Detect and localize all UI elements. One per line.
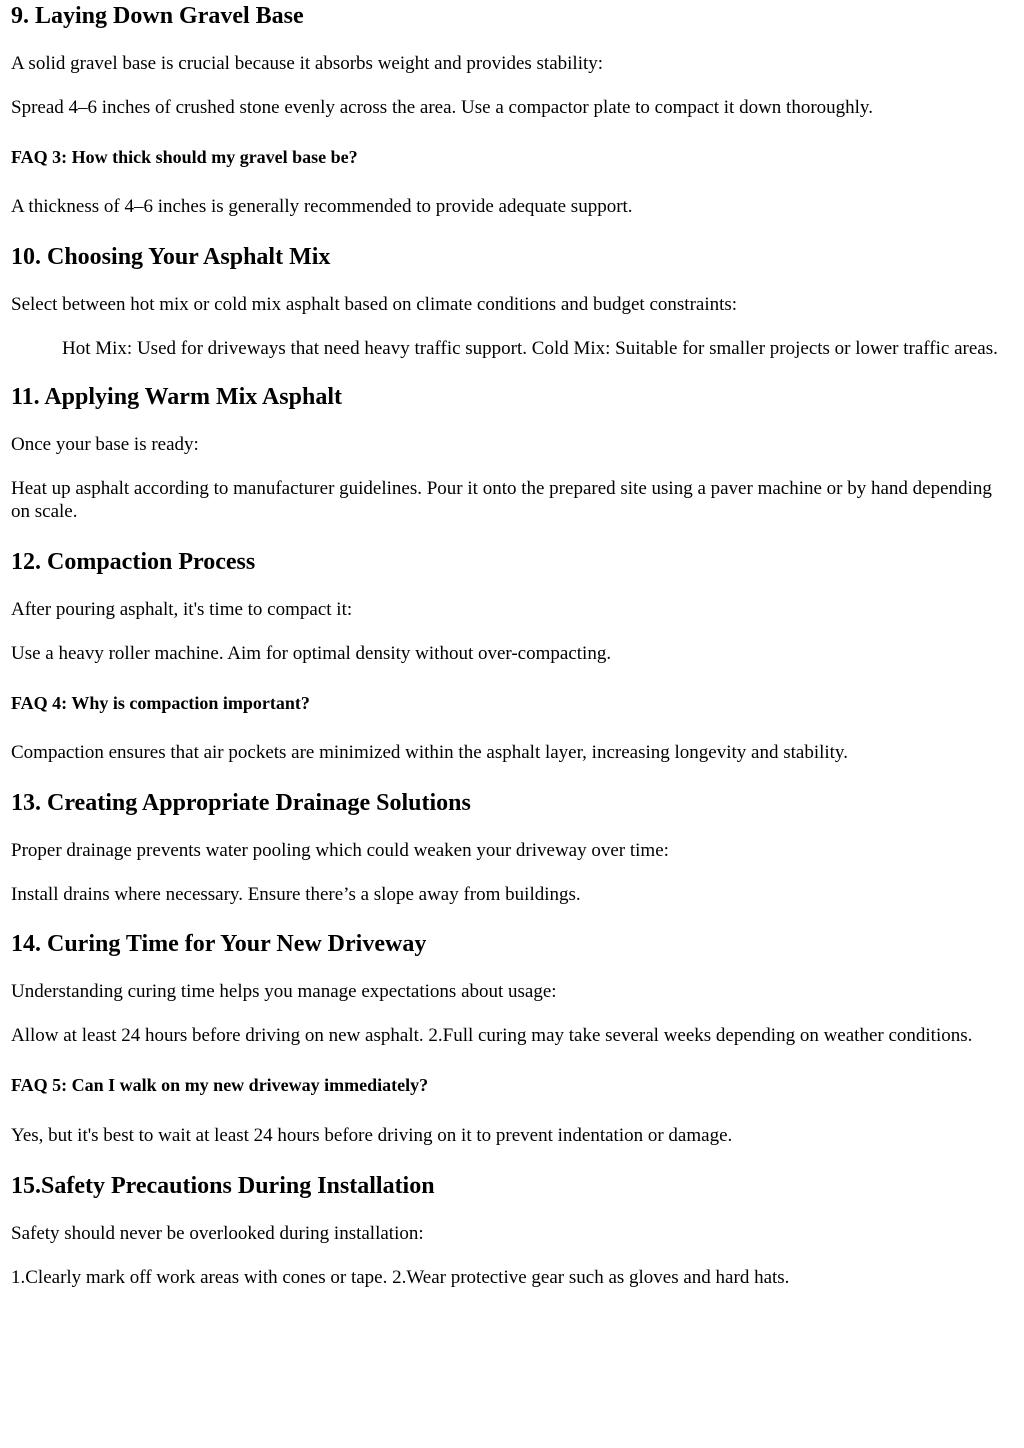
section-12-heading: 12. Compaction Process (11, 549, 256, 575)
section-14-heading: 14. Curing Time for Your New Driveway (11, 931, 427, 957)
section-13-steps: Install drains where necessary. Ensure there’s a slope away from buildings. (11, 884, 581, 905)
section-12-steps: Use a heavy roller machine. Aim for optimal density without over-compacting. (11, 643, 612, 664)
section-9-intro: A solid gravel base is crucial because it absorbs weight and provides stability: (11, 53, 604, 74)
article-body (0, 2, 1024, 1289)
section-9-steps: Spread 4–6 inches of crushed stone evenly across the area. Use a compactor plate to compact it down thoroughly. (11, 97, 873, 118)
section-13-heading: 13. Creating Appropriate Drainage Solutions (11, 790, 471, 816)
faq-5-answer: Yes, but it's best to wait at least 24 hours before driving on it to prevent indentation or damage. (11, 1125, 733, 1146)
asphalt-mix-options: Hot Mix: Used for driveways that need heavy traffic support. Cold Mix: Suitable for smaller projects or lower traffic areas. (62, 338, 998, 359)
faq-3-question: FAQ 3: How thick should my gravel base be? (11, 147, 358, 167)
section-10-intro: Select between hot mix or cold mix asphalt based on climate conditions and budget constraints: (11, 294, 738, 315)
faq-3-answer: A thickness of 4–6 inches is generally recommended to provide adequate support. (11, 196, 633, 217)
section-12-intro: After pouring asphalt, it's time to compact it: (11, 599, 353, 620)
section-15-steps: 1.Clearly mark off work areas with cones or tape. 2.Wear protective gear such as gloves and hard hats. (11, 1267, 790, 1288)
faq-4-question: FAQ 4: Why is compaction important? (11, 693, 310, 713)
section-11-steps: Heat up asphalt according to manufacturer guidelines. Pour it onto the prepared site using a paver machine or by hand depending on scale. (11, 478, 992, 522)
section-15-intro: Safety should never be overlooked during installation: (11, 1223, 424, 1244)
section-11-intro: Once your base is ready: (11, 434, 199, 455)
section-13-intro: Proper drainage prevents water pooling which could weaken your driveway over time: (11, 840, 669, 861)
section-11-heading: 11. Applying Warm Mix Asphalt (11, 384, 342, 410)
section-9-heading: 9. Laying Down Gravel Base (11, 3, 304, 29)
section-14-intro: Understanding curing time helps you manage expectations about usage: (11, 981, 557, 1002)
faq-5-question: FAQ 5: Can I walk on my new driveway immediately? (11, 1075, 429, 1095)
section-14-steps: Allow at least 24 hours before driving on new asphalt. 2.Full curing may take several weeks depending on weather conditions. (11, 1025, 973, 1046)
section-10-heading: 10. Choosing Your Asphalt Mix (11, 244, 331, 270)
section-15-heading: 15.Safety Precautions During Installation (11, 1173, 435, 1199)
faq-4-answer: Compaction ensures that air pockets are minimized within the asphalt layer, increasing longevity and stability. (11, 742, 848, 763)
